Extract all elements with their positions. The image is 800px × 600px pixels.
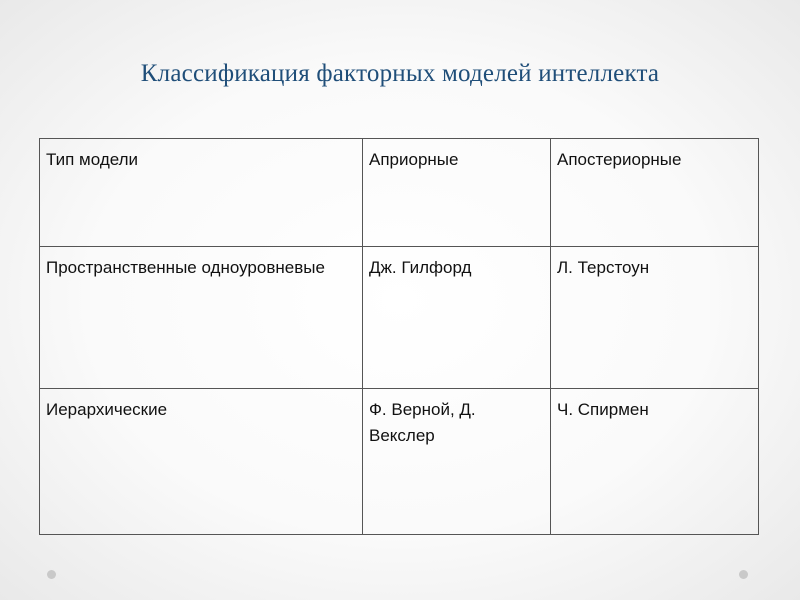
slide-decor-dot-left	[47, 570, 56, 579]
slide-decor-dot-right	[739, 570, 748, 579]
table-row	[40, 139, 759, 247]
table-cell-vernon-wechsler: Ф. Верной, Д. Векслер	[363, 389, 551, 535]
table-cell-aposteriori-header: Апостериорные	[551, 139, 759, 247]
table-row	[40, 389, 759, 535]
table-cell-hierarchical: Иерархические	[40, 389, 363, 535]
table-cell-guilford: Дж. Гилфорд	[363, 247, 551, 389]
table-cell-spearman: Ч. Спирмен	[551, 389, 759, 535]
table-cell-model-type-header: Тип модели	[40, 139, 363, 247]
table-cell-thurstone: Л. Терстоун	[551, 247, 759, 389]
slide-title: Классификация факторных моделей интеллекта	[140, 60, 660, 87]
model-classification-table	[39, 138, 759, 535]
table-row	[40, 247, 759, 389]
table-cell-apriori-header: Априорные	[363, 139, 551, 247]
table-cell-spatial-single-level: Пространственные одноуровневые	[40, 247, 363, 389]
